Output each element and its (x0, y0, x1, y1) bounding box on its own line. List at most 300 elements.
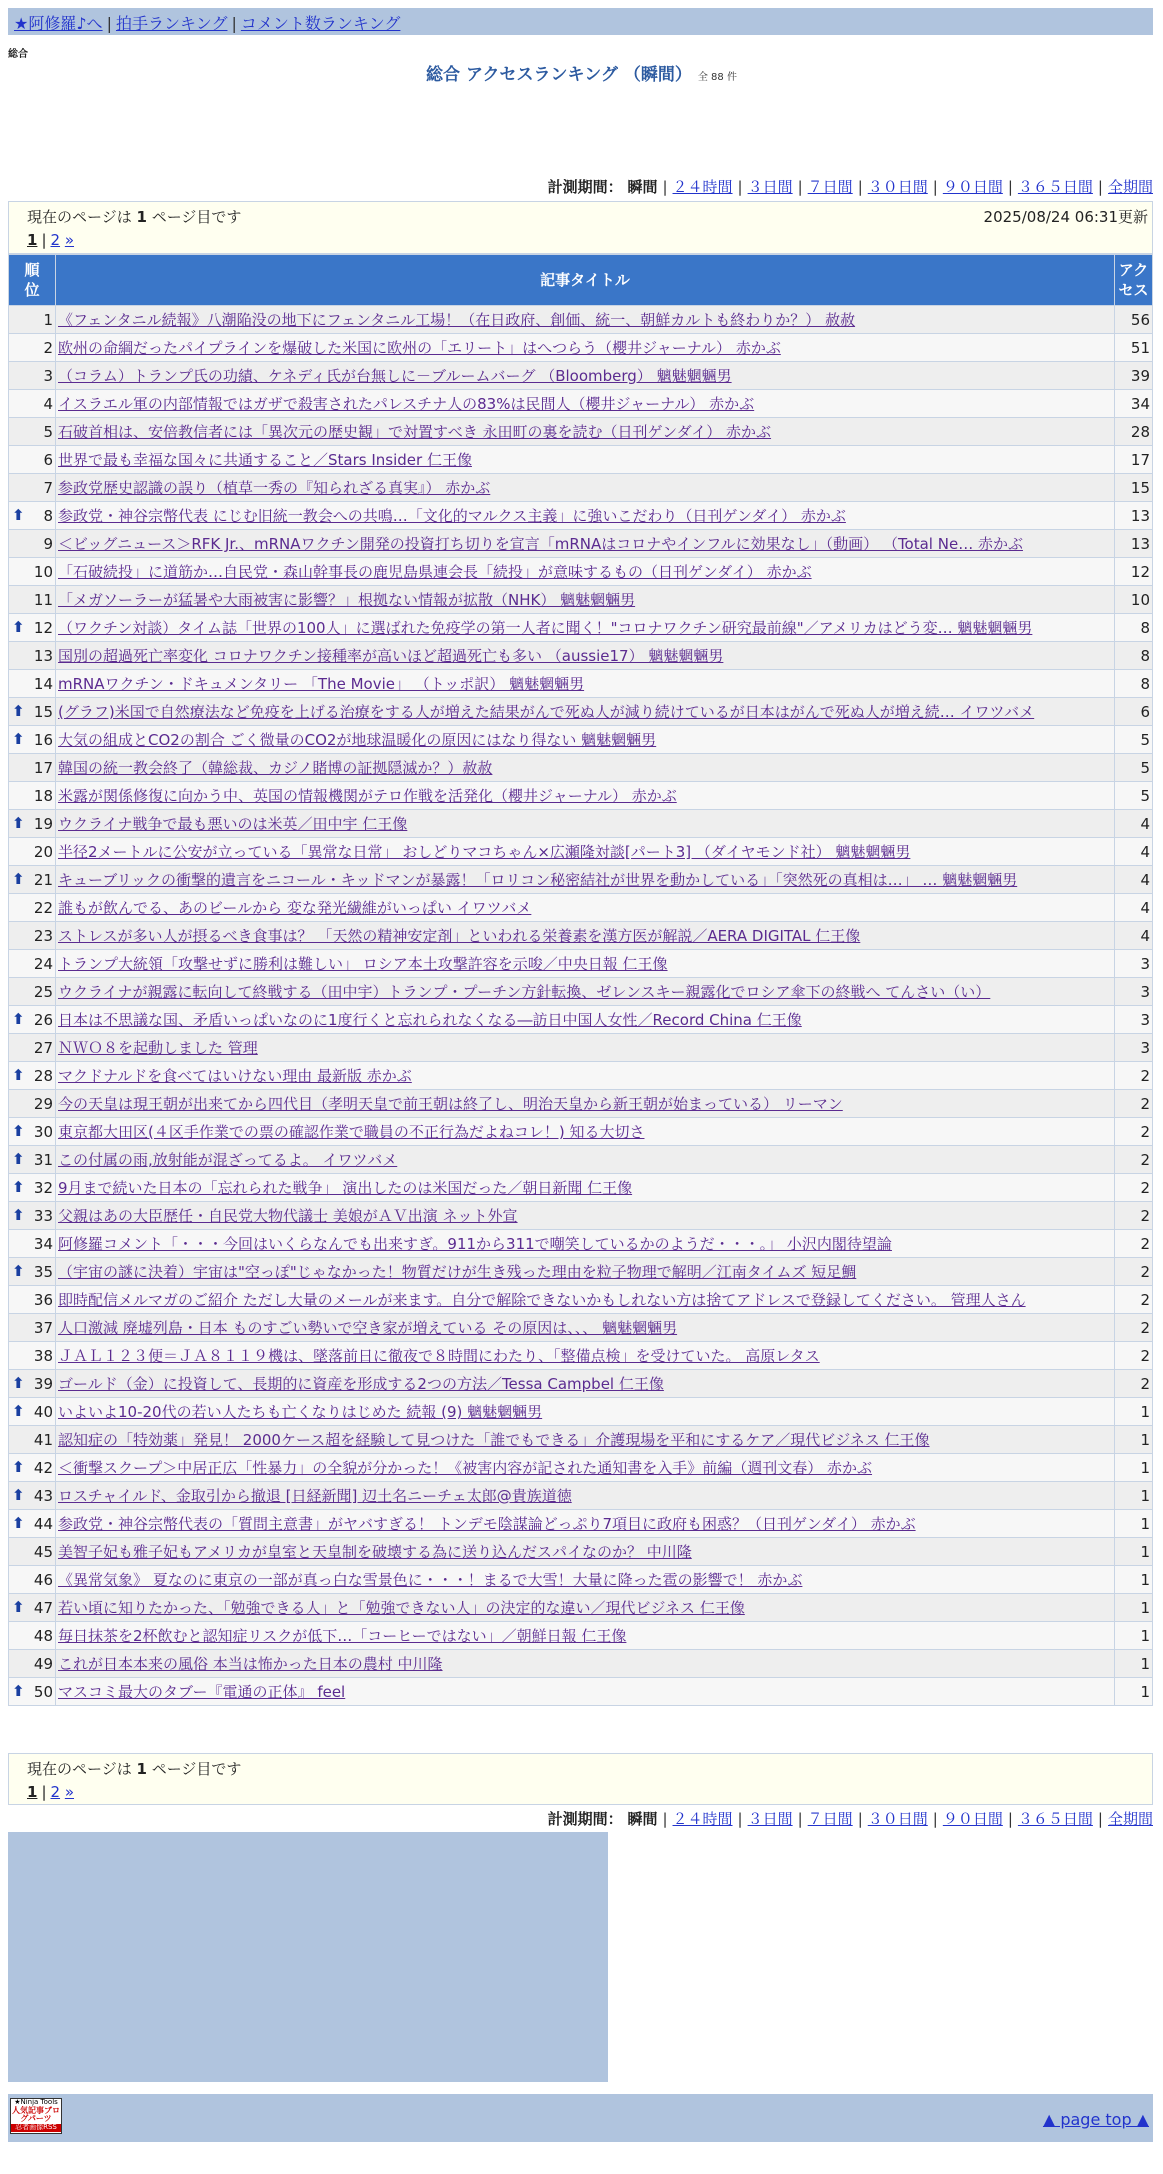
article-title-link[interactable]: 参政党・神谷宗幣代表の「質問主意書」がヤバすぎる！ トンデモ陰謀論どっぷり7項目に政府も困惑？（日刊ゲンダイ） 赤かぶ (58, 1515, 916, 1533)
access-count: 5 (1115, 782, 1153, 810)
rank-number: 48 (33, 1626, 53, 1645)
title-cell (56, 474, 1115, 502)
period-24h-link[interactable]: ２４時間 (672, 178, 733, 196)
access-count: 1 (1115, 1650, 1153, 1678)
rank-cell (9, 1118, 56, 1146)
page-separator: | (41, 231, 47, 249)
access-count: 2 (1115, 1314, 1153, 1342)
rank-up-arrow-icon: ⬆ (12, 1598, 25, 1616)
title-column-header: 記事タイトル (56, 255, 1115, 306)
access-count: 3 (1115, 1006, 1153, 1034)
rank-number: 14 (33, 674, 53, 693)
access-count: 1 (1115, 1566, 1153, 1594)
comment-ranking-link[interactable]: コメント数ランキング (240, 14, 401, 33)
article-title-link[interactable]: ＜ビッグニュース＞RFK Jr.、mRNAワクチン開発の投資打ち切りを宣言「mRNAはコロナやインフルに効果なし」（動画） （Total Ne… 赤かぶ (58, 535, 1023, 553)
article-title-link[interactable]: 認知症の「特効薬」発見！ 2000ケース超を経験して見つけた「誰でもできる」介護現場を平和にするケア／現代ビジネス 仁王像 (58, 1431, 930, 1449)
access-count: 8 (1115, 670, 1153, 698)
title-cell (56, 1174, 1115, 1202)
article-title-link[interactable]: 阿修羅コメント「・・・今回はいくらなんでも出来すぎ。911から311で嘲笑しているかのようだ・・・。」 小沢内閣待望論 (58, 1235, 892, 1253)
rank-number: 49 (33, 1654, 53, 1673)
period-separator: | (1097, 1810, 1103, 1828)
title-cell (56, 866, 1115, 894)
rank-number: 3 (43, 366, 53, 385)
updated-timestamp: 2025/08/24 06:31更新 (983, 208, 1148, 226)
article-title-link[interactable]: （コラム）トランプ氏の功績、ケネディ氏が台無しに－ブルームバーグ （Bloomberg） 魑魅魍魎男 (58, 367, 732, 385)
rank-up-arrow-icon: ⬆ (12, 506, 25, 524)
article-title-link[interactable]: （宇宙の謎に決着）宇宙は"空っぽ"じゃなかった！物質だけが生き残った理由を粒子物理で解明／江南タイムズ 短足鯛 (58, 1263, 857, 1281)
table-row (9, 894, 1153, 922)
pager-text-post: ページ目です (151, 1760, 242, 1778)
page-title (0, 60, 1163, 85)
rank-up-arrow-icon: ⬆ (12, 1458, 25, 1476)
period-separator: | (662, 178, 668, 196)
article-title-link[interactable]: 国別の超過死亡率変化 コロナワクチン接種率が高いほど超過死亡も多い （aussie17） 魑魅魍魎男 (58, 647, 724, 665)
article-title-link[interactable]: 《異常気象》 夏なのに東京の一部が真っ白な雪景色に・・・！まるで大雪！大量に降った雹の影響で！ 赤かぶ (58, 1571, 803, 1589)
article-title-link[interactable]: 米露が関係修復に向かう中、英国の情報機関がテロ作戦を活発化（櫻井ジャーナル） 赤かぶ (58, 787, 677, 805)
period-separator: | (662, 1810, 668, 1828)
article-title-link[interactable]: 誰もが飲んでる、あのビールから 変な発光繊維がいっぱい イワツバメ (58, 899, 532, 917)
table-row (9, 698, 1153, 726)
rank-up-arrow-icon: ⬆ (12, 814, 25, 832)
article-title-link[interactable]: 大気の組成とCO2の割合 ごく微量のCO2が地球温暖化の原因にはなり得ない 魑魅魍魎男 (58, 731, 657, 749)
title-cell (56, 586, 1115, 614)
table-row (9, 642, 1153, 670)
title-cell (56, 670, 1115, 698)
access-count: 1 (1115, 1622, 1153, 1650)
rank-cell (9, 1286, 56, 1314)
period-separator: | (857, 1810, 863, 1828)
period-365d-link[interactable]: ３６５日間 (1017, 178, 1093, 196)
pager-text-pre: 現在のページは (27, 208, 132, 226)
pager-current-number: 1 (136, 1760, 147, 1778)
rank-number: 13 (33, 646, 53, 665)
article-title-link[interactable]: ストレスが多い人が摂るべき食事は？ 「天然の精神安定剤」といわれる栄養素を漢方医が解説／AERA DIGITAL 仁王像 (58, 927, 861, 945)
rank-number: 25 (33, 982, 53, 1001)
page-links (27, 1783, 1152, 1801)
article-title-link[interactable]: 韓国の統一教会終了（韓総裁、カジノ賭博の証拠隠滅か？）赦赦 (58, 759, 493, 777)
rank-number: 46 (33, 1570, 53, 1589)
table-row (9, 978, 1153, 1006)
access-column-header (1115, 255, 1153, 306)
article-title-link[interactable]: mRNAワクチン・ドキュメンタリー 「The Movie」 （トッポ訳） 魑魅魍魎男 (58, 675, 585, 693)
rank-column-header (9, 255, 56, 306)
article-title-link[interactable]: 世界で最も幸福な国々に共通すること／Stars Insider 仁王像 (58, 451, 472, 469)
period-3d-link[interactable]: ３日間 (747, 1810, 793, 1828)
rank-up-arrow-icon: ⬆ (12, 1010, 25, 1028)
article-title-link[interactable]: 美智子妃も雅子妃もアメリカが皇室と天皇制を破壊する為に送り込んだスパイなのか？ 中川隆 (58, 1543, 692, 1561)
title-cell (56, 922, 1115, 950)
nav-separator: | (106, 14, 112, 33)
article-title-link[interactable]: 父親はあの大臣歴任・自民党大物代議士 美娘がＡＶ出演 ネット外宣 (58, 1207, 518, 1225)
table-row (9, 1006, 1153, 1034)
table-row (9, 810, 1153, 838)
period-90d-link[interactable]: ９０日間 (942, 1810, 1003, 1828)
article-title-link[interactable]: マスコミ最大のタブー『電通の正体』 feel (58, 1683, 346, 1701)
rank-cell (9, 726, 56, 754)
rank-up-arrow-icon: ⬆ (12, 1150, 25, 1168)
table-row (9, 1034, 1153, 1062)
rank-header-text: 順位 (24, 260, 40, 299)
rank-cell (9, 978, 56, 1006)
rank-cell (9, 698, 56, 726)
article-title-link[interactable]: この付属の雨,放射能が混ざってるよ。 イワツバメ (58, 1151, 398, 1169)
access-header-text: アクセス (1118, 260, 1149, 299)
rank-cell (9, 1678, 56, 1706)
table-row (9, 1174, 1153, 1202)
access-count: 2 (1115, 1202, 1153, 1230)
access-count: 39 (1115, 362, 1153, 390)
table-row (9, 474, 1153, 502)
table-row (9, 558, 1153, 586)
title-cell (56, 782, 1115, 810)
table-row (9, 726, 1153, 754)
title-cell (56, 1342, 1115, 1370)
rank-cell (9, 1426, 56, 1454)
rank-up-arrow-icon: ⬆ (12, 1206, 25, 1224)
rank-number: 4 (43, 394, 53, 413)
article-title-link[interactable]: ＜衝撃スクープ＞中居正広「性暴力」の全貌が分かった！《被害内容が記された通知書を入手》前編（週刊文春） 赤かぶ (58, 1459, 873, 1477)
rank-number: 5 (43, 422, 53, 441)
access-count: 3 (1115, 950, 1153, 978)
rank-number: 42 (33, 1458, 53, 1477)
rank-cell (9, 894, 56, 922)
article-title-link[interactable]: 「メガソーラーが猛暑や大雨被害に影響？」根拠ない情報が拡散（NHK） 魑魅魍魎男 (58, 591, 636, 609)
article-title-link[interactable]: 《フェンタニル続報》八潮陥没の地下にフェンタニル工場！（在日政府、創価、統一、朝鮮カルトも終わりか？） 赦赦 (58, 311, 856, 329)
title-cell (56, 446, 1115, 474)
period-all-link[interactable]: 全期間 (1107, 1810, 1153, 1828)
period-selector-bottom (548, 1808, 1153, 1829)
table-row (9, 1062, 1153, 1090)
access-count: 6 (1115, 698, 1153, 726)
title-cell (56, 1482, 1115, 1510)
rank-cell (9, 1146, 56, 1174)
access-count: 1 (1115, 1538, 1153, 1566)
access-count: 2 (1115, 1062, 1153, 1090)
rank-cell (9, 1090, 56, 1118)
article-title-link[interactable]: （ワクチン対談）タイム誌「世界の100人」に選ばれた免疫学の第一人者に聞く！"コロナワクチン研究最前線"／アメリカはどう変… 魑魅魍魎男 (58, 619, 1033, 637)
rank-number: 22 (33, 898, 53, 917)
article-title-link[interactable]: 東京都大田区(４区手作業での票の確認作業で職員の不正行為だよねコレ！) 知る大切さ (58, 1123, 645, 1141)
rank-up-arrow-icon: ⬆ (12, 1514, 25, 1532)
next-page-link[interactable]: » (64, 231, 75, 249)
access-count: 13 (1115, 530, 1153, 558)
access-count: 28 (1115, 418, 1153, 446)
title-cell (56, 1594, 1115, 1622)
article-title-link[interactable]: (グラフ)米国で自然療法など免疫を上げる治療をする人が増えた結果がんで死ぬ人が減り続けているが日本はがんで死ぬ人が増え続… イワツバメ (58, 703, 1035, 721)
access-count: 15 (1115, 474, 1153, 502)
article-title-link[interactable]: ゴールド（金）に投資して、長期的に資産を形成する2つの方法／Tessa Campbel 仁王像 (58, 1375, 664, 1393)
rank-cell (9, 1482, 56, 1510)
access-count: 1 (1115, 1678, 1153, 1706)
table-row (9, 334, 1153, 362)
table-row (9, 1622, 1153, 1650)
rank-cell (9, 474, 56, 502)
article-title-link[interactable]: 即時配信メルマガのご紹介 ただし大量のメールが来ます。自分で解除できないかもしれない方は捨てアドレスで登録してください。 管理人さん (58, 1291, 1026, 1309)
article-title-link[interactable]: イスラエル軍の内部情報ではガザで殺害されたパレスチナ人の83%は民間人（櫻井ジャーナル） 赤かぶ (58, 395, 755, 413)
table-row (9, 390, 1153, 418)
title-cell (56, 1230, 1115, 1258)
pager-text-post: ページ目です (151, 208, 242, 226)
rank-number: 1 (43, 310, 53, 329)
ad-placeholder[interactable] (8, 1832, 608, 2082)
pager-text-pre: 現在のページは (27, 1760, 132, 1778)
article-title-link[interactable]: いよいよ10-20代の若い人たちも亡くなりはじめた 続報 (9) 魑魅魍魎男 (58, 1403, 543, 1421)
table-row (9, 530, 1153, 558)
article-title-link[interactable]: ＪＡＬ１２３便＝ＪＡ８１１９機は、墜落前日に徹夜で８時間にわたり、「整備点検」を受けていた。 高原レタス (58, 1347, 820, 1365)
rank-number: 24 (33, 954, 53, 973)
table-row (9, 1566, 1153, 1594)
rank-up-arrow-icon: ⬆ (12, 870, 25, 888)
rank-number: 44 (33, 1514, 53, 1533)
rank-cell (9, 1174, 56, 1202)
title-cell (56, 1510, 1115, 1538)
article-title-link[interactable]: キューブリックの衝撃的遺言をニコール・キッドマンが暴露！「ロリコン秘密結社が世界を動かしている」「突然死の真相は…」 … 魑魅魍魎男 (58, 871, 1018, 889)
table-row (9, 1482, 1153, 1510)
article-title-link[interactable]: これが日本本来の風俗 本当は怖かった日本の農村 中川隆 (58, 1655, 443, 1673)
title-cell (56, 1202, 1115, 1230)
title-cell (56, 754, 1115, 782)
table-row (9, 1258, 1153, 1286)
rank-cell (9, 1342, 56, 1370)
top-nav-bar (8, 8, 1153, 35)
title-cell (56, 306, 1115, 334)
period-separator: | (797, 178, 803, 196)
page-separator: | (41, 1783, 47, 1801)
period-separator: | (797, 1810, 803, 1828)
rank-up-arrow-icon: ⬆ (12, 1122, 25, 1140)
rank-cell (9, 1202, 56, 1230)
table-row (9, 502, 1153, 530)
next-page-link[interactable]: » (64, 1783, 75, 1801)
period-3d-link[interactable]: ３日間 (747, 178, 793, 196)
period-90d-link[interactable]: ９０日間 (942, 178, 1003, 196)
table-row (9, 782, 1153, 810)
rank-number: 2 (43, 338, 53, 357)
period-label: 計測期間： (547, 178, 623, 196)
title-cell (56, 1426, 1115, 1454)
article-title-link[interactable]: トランプ大統領「攻撃せずに勝利は難しい」 ロシア本土攻撃許容を示唆／中央日報 仁王像 (58, 955, 668, 973)
rank-up-arrow-icon: ⬆ (12, 1402, 25, 1420)
rank-number: 47 (33, 1598, 53, 1617)
rank-up-arrow-icon: ⬆ (12, 1262, 25, 1280)
access-count: 8 (1115, 614, 1153, 642)
rank-cell (9, 866, 56, 894)
table-row (9, 1510, 1153, 1538)
period-30d-link[interactable]: ３０日間 (867, 178, 928, 196)
table-row (9, 1230, 1153, 1258)
access-count: 1 (1115, 1594, 1153, 1622)
table-row (9, 950, 1153, 978)
ninja-tools-logo[interactable] (10, 2098, 62, 2134)
page-2-link[interactable]: 2 (50, 231, 61, 249)
table-row (9, 1342, 1153, 1370)
title-cell (56, 558, 1115, 586)
access-count: 5 (1115, 726, 1153, 754)
table-row (9, 446, 1153, 474)
rank-number: 31 (33, 1150, 53, 1169)
title-cell (56, 390, 1115, 418)
table-row (9, 1426, 1153, 1454)
rank-number: 10 (33, 562, 53, 581)
rank-cell (9, 922, 56, 950)
period-separator: | (932, 178, 938, 196)
rank-up-arrow-icon: ⬆ (12, 1682, 25, 1700)
article-title-link[interactable]: 参政党・神谷宗幣代表 にじむ旧統一教会への共鳴…「文化的マルクス主義」に強いこだわり（日刊ゲンダイ） 赤かぶ (58, 507, 846, 525)
rank-cell (9, 334, 56, 362)
total-count: 全 88 件 (697, 72, 737, 83)
home-link[interactable]: ★阿修羅♪へ (14, 14, 103, 33)
article-title-link[interactable]: ＮＷＯ８を起動しました 管理 (58, 1039, 258, 1057)
article-title-link[interactable]: ウクライナ戦争で最も悪いのは米英／田中宇 仁王像 (58, 815, 408, 833)
article-title-link[interactable]: 参政党歴史認識の誤り（植草一秀の『知られざる真実』） 赤かぶ (58, 479, 491, 497)
title-cell (56, 1286, 1115, 1314)
footer-bar (8, 2094, 1153, 2142)
period-30d-link[interactable]: ３０日間 (867, 1810, 928, 1828)
table-row (9, 1146, 1153, 1174)
period-all-link[interactable]: 全期間 (1107, 178, 1153, 196)
table-row (9, 1202, 1153, 1230)
title-cell (56, 1566, 1115, 1594)
rank-number: 37 (33, 1318, 53, 1337)
access-count: 2 (1115, 1230, 1153, 1258)
title-cell (56, 1090, 1115, 1118)
article-title-link[interactable]: 日本は不思議な国、矛盾いっぱいなのに1度行くと忘れられなくなる―訪日中国人女性／Record China 仁王像 (58, 1011, 802, 1029)
title-cell (56, 978, 1115, 1006)
page-top-link[interactable]: ▲ page top ▲ (1042, 2110, 1149, 2129)
category-label: 総合 (8, 49, 28, 60)
rank-number: 18 (33, 786, 53, 805)
rank-cell (9, 1594, 56, 1622)
access-count: 12 (1115, 558, 1153, 586)
table-row (9, 1370, 1153, 1398)
period-separator: | (1097, 178, 1103, 196)
title-cell (56, 530, 1115, 558)
rank-number: 40 (33, 1402, 53, 1421)
rank-number: 28 (33, 1066, 53, 1085)
rank-number: 27 (33, 1038, 53, 1057)
article-title-link[interactable]: 欧州の命綱だったパイプラインを爆破した米国に欧州の「エリート」はへつらう（櫻井ジャーナル） 赤かぶ (58, 339, 781, 357)
current-page-text (27, 1758, 1152, 1779)
page-title-text: 総合 アクセスランキング （瞬間） (426, 65, 692, 85)
title-cell (56, 418, 1115, 446)
access-count: 2 (1115, 1342, 1153, 1370)
rank-up-arrow-icon: ⬆ (12, 730, 25, 748)
table-row (9, 306, 1153, 334)
access-count: 5 (1115, 754, 1153, 782)
article-title-link[interactable]: 若い頃に知りたかった、「勉強できる人」と「勉強できない人」の決定的な違い／現代ビジネス 仁王像 (58, 1599, 745, 1617)
rank-up-arrow-icon: ⬆ (12, 1486, 25, 1504)
rank-cell (9, 418, 56, 446)
title-cell (56, 810, 1115, 838)
table-row (9, 838, 1153, 866)
rank-cell (9, 1258, 56, 1286)
period-selector-top (548, 176, 1153, 197)
access-count: 2 (1115, 1258, 1153, 1286)
title-cell (56, 726, 1115, 754)
period-365d-link[interactable]: ３６５日間 (1017, 1810, 1093, 1828)
period-7d-link[interactable]: ７日間 (807, 178, 853, 196)
rank-cell (9, 446, 56, 474)
table-row (9, 1314, 1153, 1342)
rank-number: 36 (33, 1290, 53, 1309)
rank-cell (9, 614, 56, 642)
rank-number: 32 (33, 1178, 53, 1197)
access-count: 1 (1115, 1398, 1153, 1426)
rank-cell (9, 362, 56, 390)
article-title-link[interactable]: ロスチャイルド、金取引から撤退 [日経新聞] 辺土名ニーチェ太郎@貴族道徳 (58, 1487, 572, 1505)
rank-cell (9, 950, 56, 978)
access-count: 2 (1115, 1146, 1153, 1174)
rank-number: 41 (33, 1430, 53, 1449)
access-count: 3 (1115, 978, 1153, 1006)
access-count: 1 (1115, 1482, 1153, 1510)
rank-number: 34 (33, 1234, 53, 1253)
period-current: 瞬間 (627, 178, 658, 196)
article-title-link[interactable]: 「石破続投」に道筋か…自民党・森山幹事長の鹿児島県連会長「続投」が意味するもの（日刊ゲンダイ） 赤かぶ (58, 563, 812, 581)
article-title-link[interactable]: マクドナルドを食べてはいけない理由 最新版 赤かぶ (58, 1067, 412, 1085)
table-row (9, 670, 1153, 698)
title-cell (56, 334, 1115, 362)
rank-cell (9, 1650, 56, 1678)
ranking-table (8, 254, 1153, 1706)
rank-cell (9, 502, 56, 530)
rank-number: 8 (43, 506, 53, 525)
access-count: 17 (1115, 446, 1153, 474)
article-title-link[interactable]: 毎日抹茶を2杯飲むと認知症リスクが低下…「コーヒーではない」／朝鮮日報 仁王像 (58, 1627, 627, 1645)
pager-top (8, 201, 1153, 254)
pager-current-number: 1 (136, 208, 147, 226)
rank-number: 50 (33, 1682, 53, 1701)
title-cell (56, 950, 1115, 978)
page-2-link[interactable]: 2 (50, 1783, 61, 1801)
article-title-link[interactable]: 9月まで続いた日本の「忘れられた戦争」 演出したのは米国だった／朝日新聞 仁王像 (58, 1179, 633, 1197)
rank-cell (9, 1370, 56, 1398)
clap-ranking-link[interactable]: 拍手ランキング (115, 14, 228, 33)
period-separator: | (737, 1810, 743, 1828)
period-7d-link[interactable]: ７日間 (807, 1810, 853, 1828)
rank-cell (9, 530, 56, 558)
rank-cell (9, 1566, 56, 1594)
access-count: 3 (1115, 1034, 1153, 1062)
article-title-link[interactable]: 今の天皇は現王朝が出来てから四代目（孝明天皇で前王朝は終了し、明治天皇から新王朝が始まっている） リーマン (58, 1095, 843, 1113)
table-row (9, 614, 1153, 642)
rank-number: 21 (33, 870, 53, 889)
table-row (9, 586, 1153, 614)
article-title-link[interactable]: 半径2メートルに公安が立っている「異常な日常」 おしどりマコちゃん×広瀬隆対談[パート3] （ダイヤモンド社） 魑魅魍魎男 (58, 843, 911, 861)
rank-number: 29 (33, 1094, 53, 1113)
rank-number: 38 (33, 1346, 53, 1365)
article-title-link[interactable]: ウクライナが親露に転向して終戦する（田中宇）トランプ・プーチン方針転換、ゼレンスキー親露化でロシア傘下の終戦へ てんさい（い） (58, 983, 991, 1001)
title-cell (56, 1454, 1115, 1482)
table-row (9, 362, 1153, 390)
title-cell (56, 1370, 1115, 1398)
rank-cell (9, 1398, 56, 1426)
rank-cell (9, 838, 56, 866)
rank-number: 15 (33, 702, 53, 721)
title-cell (56, 1538, 1115, 1566)
period-current: 瞬間 (627, 1810, 658, 1828)
pager-bottom (8, 1753, 1153, 1805)
access-count: 4 (1115, 894, 1153, 922)
article-title-link[interactable]: 人口激減 廃墟列島・日本 ものすごい勢いで空き家が増えている その原因は、、、 魑魅魍魎男 (58, 1319, 678, 1337)
access-count: 2 (1115, 1118, 1153, 1146)
access-count: 4 (1115, 810, 1153, 838)
article-title-link[interactable]: 石破首相は、安倍教信者には「異次元の歴史観」で対置すべき 永田町の裏を読む（日刊ゲンダイ） 赤かぶ (58, 423, 772, 441)
title-cell (56, 1622, 1115, 1650)
period-separator: | (932, 1810, 938, 1828)
logo-line-3: 忍者画像RSS (11, 2124, 61, 2132)
period-24h-link[interactable]: ２４時間 (672, 1810, 733, 1828)
